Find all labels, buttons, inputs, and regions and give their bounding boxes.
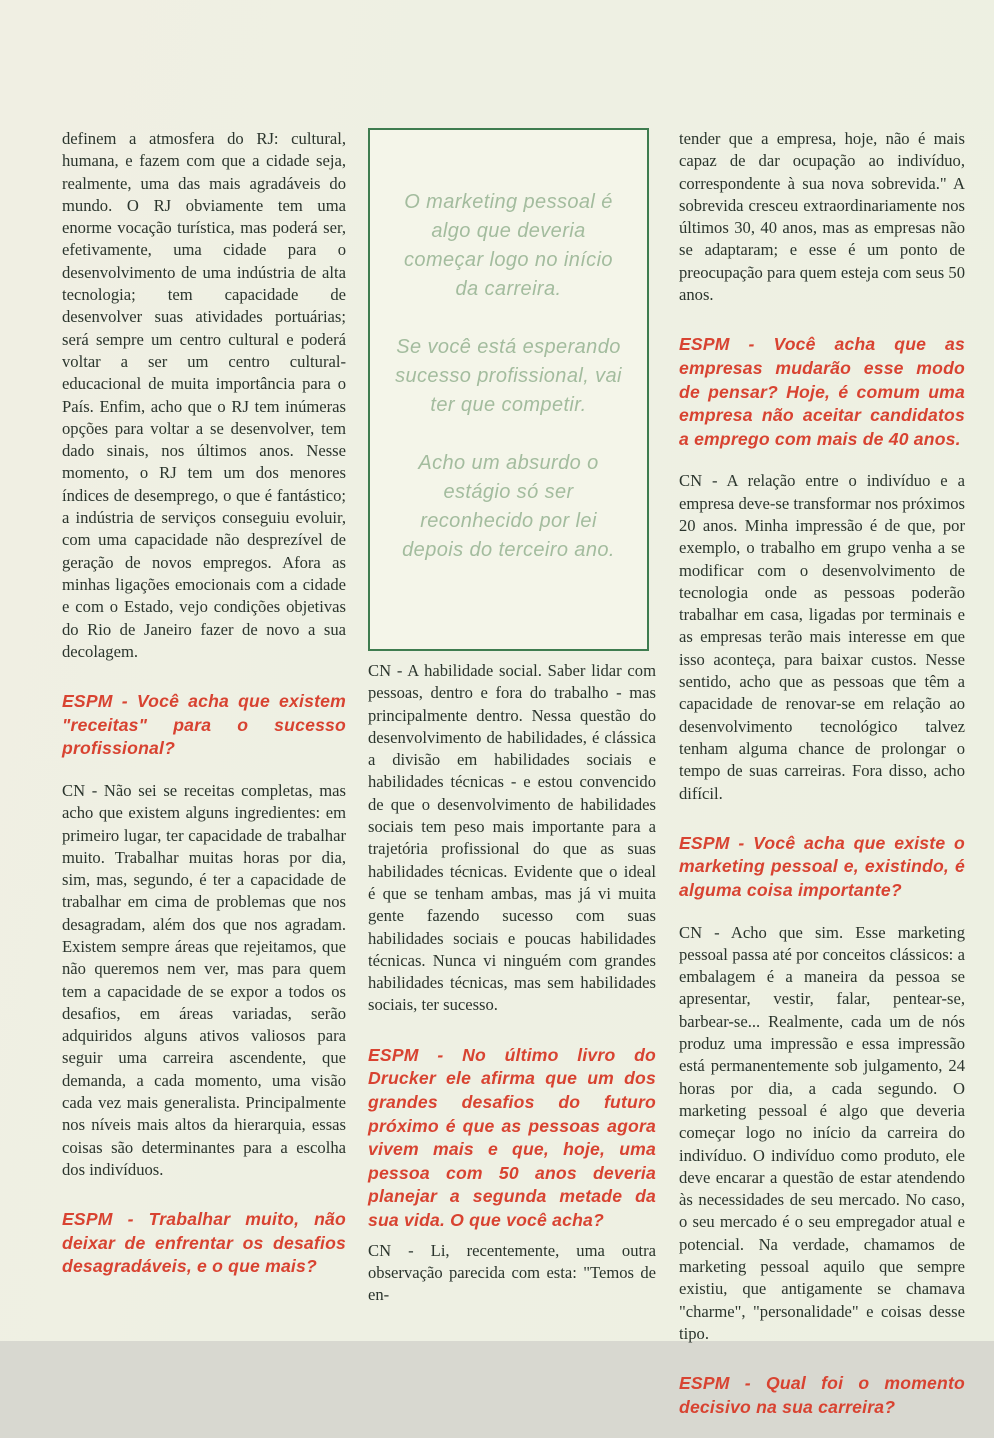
interview-question: ESPM - Você acha que existem "receitas" para o sucesso profissional? — [62, 691, 346, 759]
interview-question: ESPM - No último livro do Drucker ele afirma que um dos grandes desafios do futuro próximo é que as pessoas agora vivem mais e que, hoje, uma pessoa com 50 anos deveria planejar a segunda metade da sua vida. O que você acha? — [368, 1044, 656, 1230]
center-column — [368, 128, 656, 1306]
body-paragraph: CN - Não sei se receitas completas, mas acho que existem alguns ingredientes: em primeiro lugar, ter capacidade de trabalhar muito. Trabalhar muitas horas por dia, sim, mas, segundo, é ter a capacidade de trabalhar em cima de problemas que nos desagradam, além dos que nos agradam. Existem sempre áreas que rejeitamos, que não queremos nem ver, mas para quem tem a capacidade de se expor a todos os desafios, em áreas variadas, serão adquiridos alguns ativos valiosos para seguir uma carreira ascendente, que demanda, a cada momento, uma visão cada vez mais generalista. Principalmente nos níveis mais altos da hierarquia, essas coisas são determinantes para a escolha dos indivíduos. — [62, 780, 346, 1179]
body-paragraph: tender que a empresa, hoje, não é mais capaz de dar ocupação ao indivíduo, correspondente à sua nova sobrevida." A sobrevida cresceu extraordinariamente nos últimos 30, 40 anos, mas as empresas não se adaptaram; e esse é um ponto de preocupação para quem esteja com seus 50 anos. — [679, 129, 965, 305]
body-paragraph: definem a atmosfera do RJ: cultural, humana, e fazem com que a cidade seja, realmente, uma das mais agradáveis do mundo. O RJ obviamente tem uma enorme vocação turística, mas poderá ser, efetivamente, uma cidade para o desenvolvimento de uma indústria de alta tecnologia; tem capacidade de desenvolver suas atividades portuárias; será sempre um centro cultural e poderá voltar a ser um centro cultural-educacional de muita importância para o País. Enfim, acho que o RJ tem inúmeras opções para voltar a se desenvolver, tem dado sinais, nos últimos anos. Nesse momento, o RJ tem um dos menores índices de desemprego, o que é fantástico; a indústria de serviços conseguiu evoluir, com uma capacidade não desprezível de geração de novos empregos. Afora as minhas ligações emocionais com a cidade e com o Estado, vejo condições objetivas do Rio de Janeiro fazer de novo a sua decolagem. — [62, 129, 346, 661]
body-paragraph: CN - Acho que sim. Esse marketing pessoal passa até por conceitos clássicos: a embalagem é a maneira da pessoa se apresentar, vestir, falar, pentear-se, barbear-se... Realmente, cada um de nós produz uma impressão e essa impressão está permanentemente sob julgamento, 24 horas por dia, a cada segundo. O marketing pessoal é algo que deveria começar logo no início da carreira do indivíduo. O indivíduo como produto, ele deve encarar a questão de estar atendendo às necessidades de seu mercado. No caso, o seu mercado é o seu empregador atual e potencial. Na verdade, chamamos de marketing pessoal aquilo que sempre existiu, que antigamente se chamava "charme", "personalidade" e coisas desse tipo. — [679, 922, 965, 1343]
interview-question: ESPM - Você acha que as empresas mudarão esse modo de pensar? Hoje, é comum uma empresa não aceitar candidatos a emprego com mais de 40 anos. — [679, 334, 965, 449]
body-paragraph: CN - A relação entre o indivíduo e a empresa deve-se transformar nos próximos 20 anos. Minha impressão é de que, por exemplo, o trabalho em grupo venha a se modificar com o desenvolvimento de tecnologia onde as pessoas poderão trabalhar em casa, ligadas por terminais e as empresas terão mais interesse em que isso aconteça, para baixar custos. Nesse sentido, acho que as pessoas que têm a capacidade de renovar-se em relação ao desenvolvimento tecnológico talvez tenham alguma chance de prolongar o tempo de suas carreiras. Fora disso, acho difícil. — [679, 471, 965, 803]
pull-quote: Se você está esperando sucesso profissional, vai ter que competir. — [395, 336, 622, 416]
body-paragraph: CN - Li, recentemente, uma outra observação parecida com esta: "Temos de en- — [368, 1240, 656, 1305]
body-paragraph: CN - A habilidade social. Saber lidar com pessoas, dentro e fora do trabalho - mas principalmente dentro. Nessa questão do desenvolvimento de habilidades, é clássica a divisão em habilidades sociais e habilidades técnicas - e estou convencido de que o desenvolvimento de habilidades sociais tem peso mais importante para a trajetória profissional do que as suas habilidades técnicas. Evidente que o ideal é que se tenham ambas, mas já vi muita gente fazendo sucesso com suas habilidades sociais e poucas habilidades técnicas. Nunca vi ninguém com grandes habilidades técnicas, mas sem habilidades sociais, ter sucesso. — [368, 661, 656, 1015]
interview-question: ESPM - Trabalhar muito, não deixar de enfrentar os desafios desagradáveis, e o que mais? — [62, 1209, 346, 1277]
right-column — [679, 128, 965, 1438]
interview-question: ESPM - Você acha que existe o marketing pessoal e, existindo, é alguma coisa importante? — [679, 832, 965, 900]
interview-question: ESPM - Qual foi o momento decisivo na sua carreira? — [679, 1373, 965, 1417]
pull-quote-box — [368, 128, 649, 651]
pull-quote: O marketing pessoal é algo que deveria começar logo no início da carreira. — [404, 191, 613, 300]
left-column — [62, 128, 346, 1298]
pull-quote: Acho um absurdo o estágio só ser reconhecido por lei depois do terceiro ano. — [402, 452, 615, 561]
